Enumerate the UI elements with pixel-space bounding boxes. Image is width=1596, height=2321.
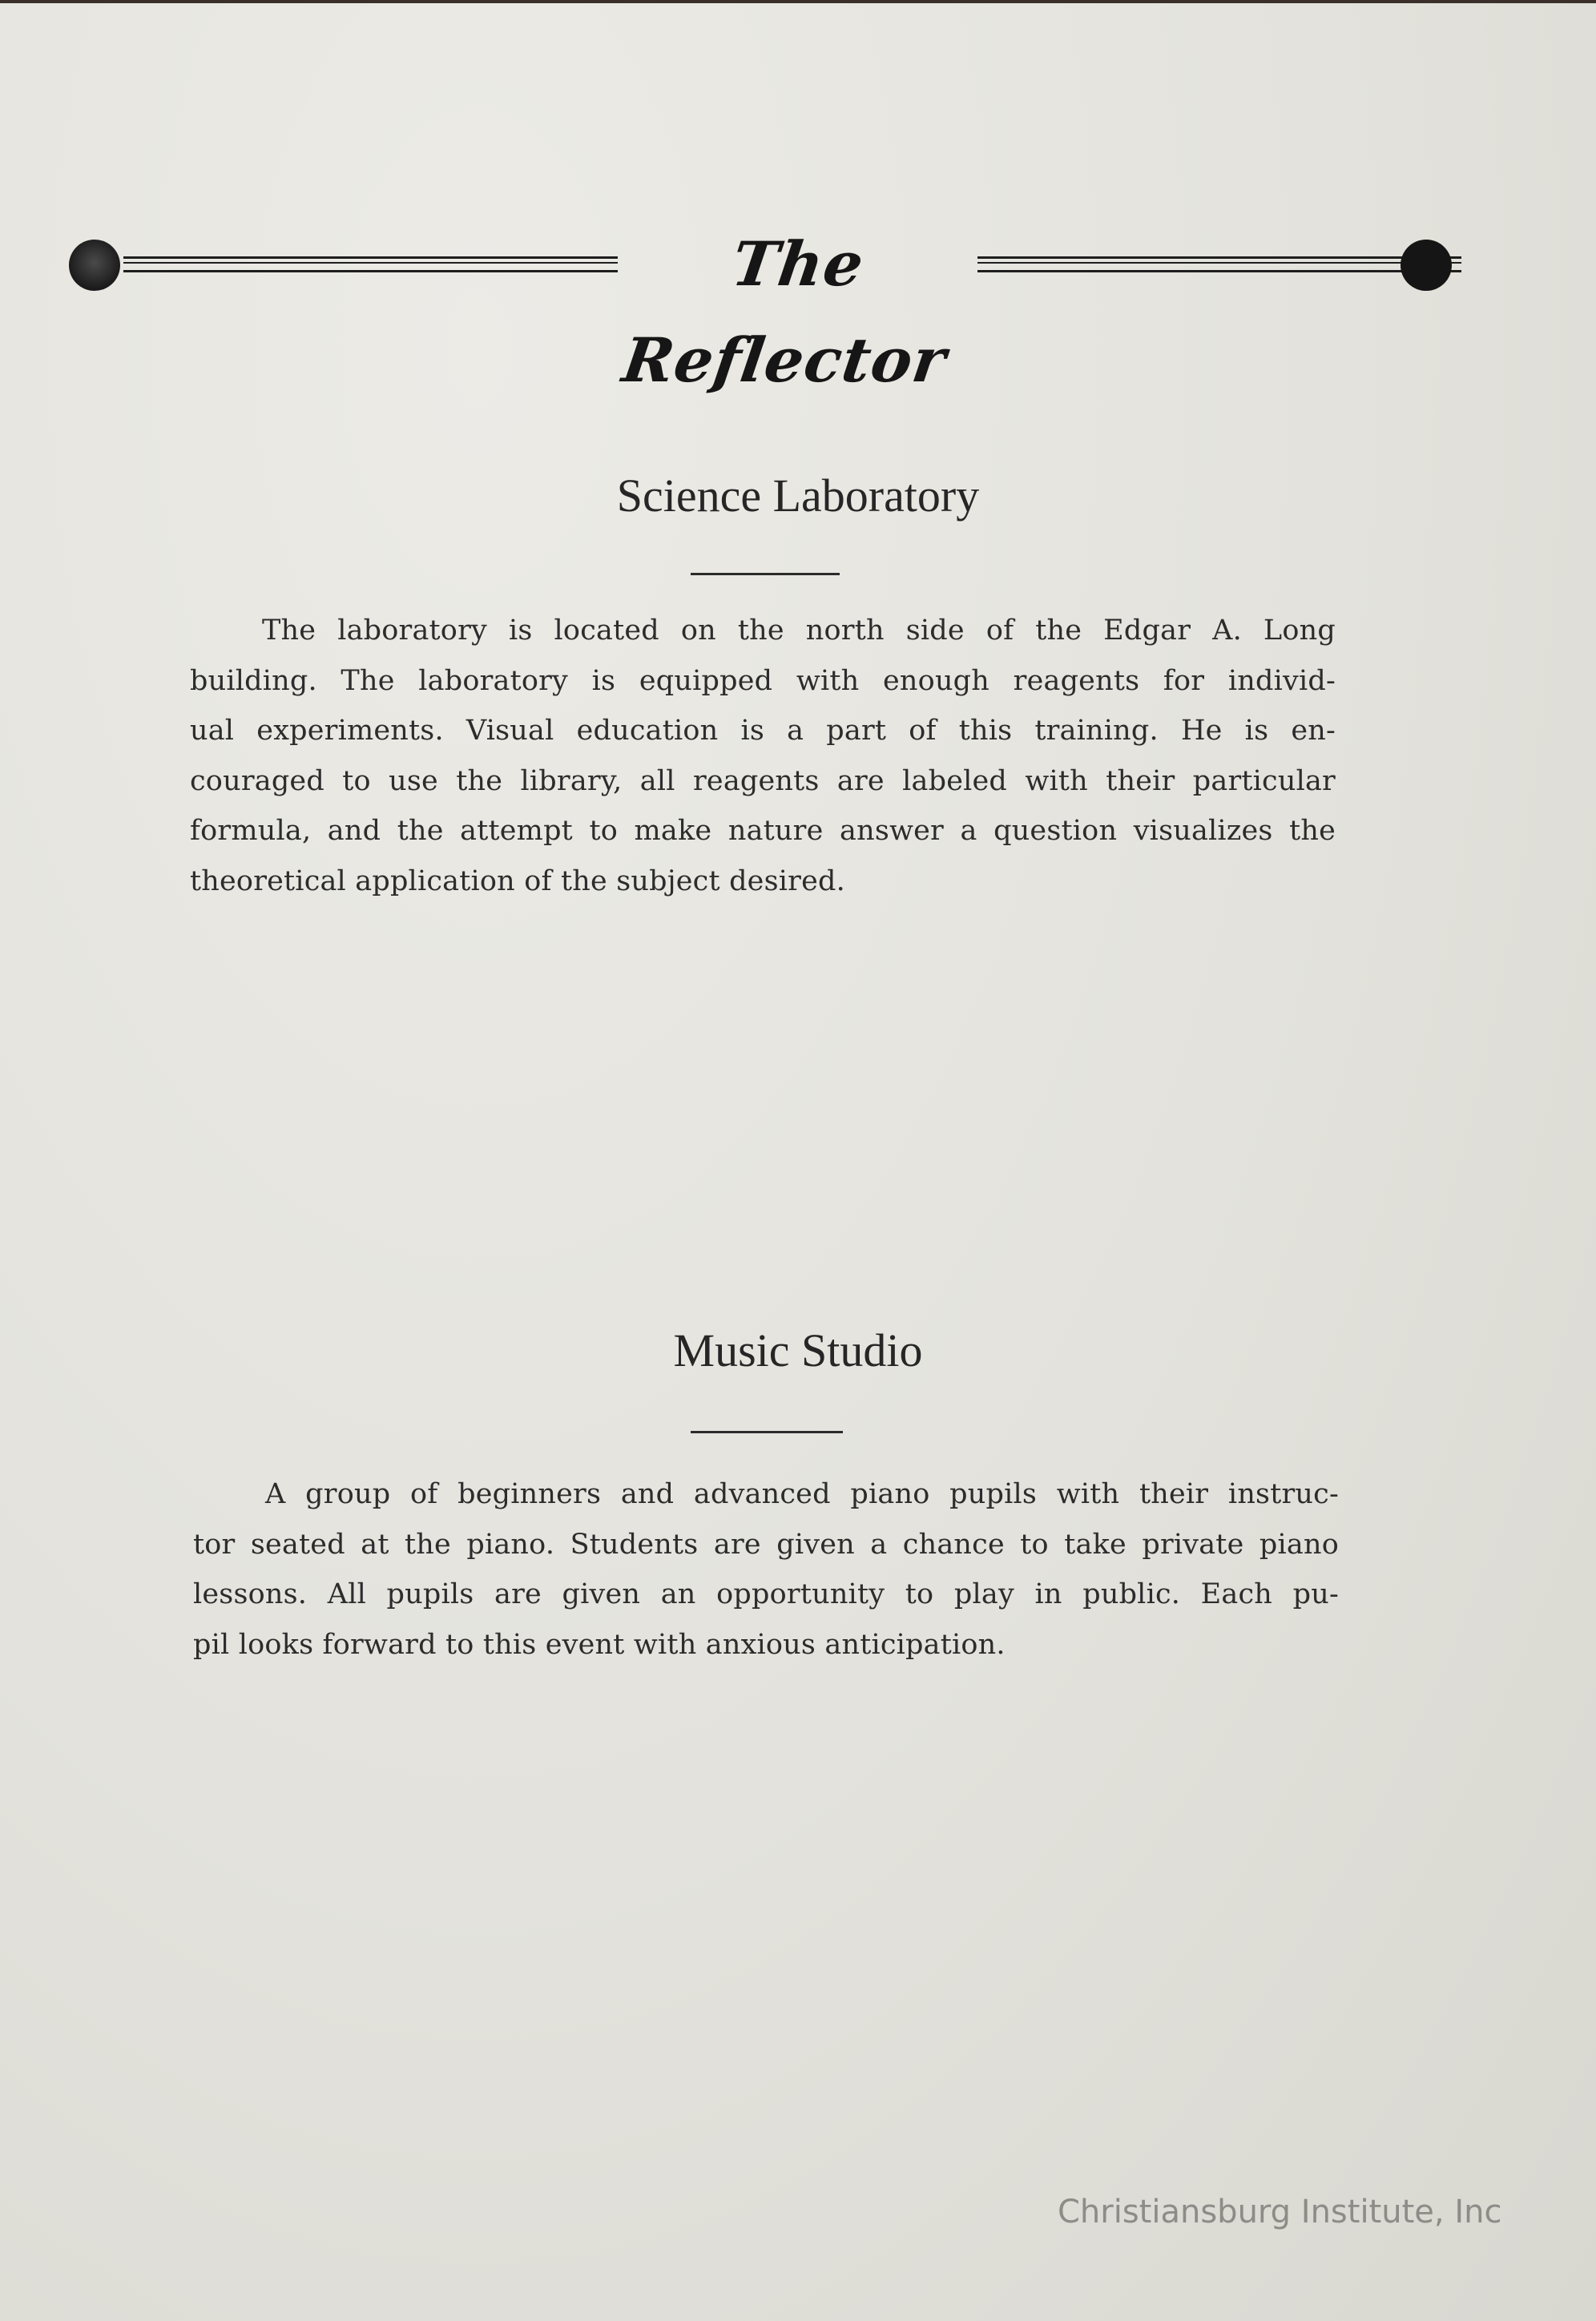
- paragraph-line: The laboratory is located on the north side of the Edgar A. Long: [262, 615, 1336, 647]
- paragraph-line: ual experiments. Visual education is a part of this training. He is en-: [190, 715, 1336, 747]
- section-title-music-studio: Music Studio: [673, 1324, 923, 1376]
- top-edge-line: [0, 0, 1596, 3]
- section-title-rule: [691, 573, 840, 575]
- paragraph-line: building. The laboratory is equipped with enough reagents for individ-: [190, 664, 1336, 697]
- left-ornament-dot: [69, 240, 120, 291]
- section-title-rule: [691, 1431, 843, 1433]
- music-studio-paragraph: [193, 1469, 1339, 1670]
- right-ornament-rule: [977, 256, 1461, 272]
- paragraph-line: lessons. All pupils are given an opportunity to play in public. Each pu-: [193, 1578, 1339, 1610]
- paragraph-line: pil looks forward to this event with anxious anticipation.: [193, 1628, 1006, 1661]
- masthead-title: The Reflector: [618, 228, 951, 396]
- paragraph-line: tor seated at the piano. Students are given a chance to take private piano: [193, 1528, 1339, 1561]
- paragraph-line: couraged to use the library, all reagents are labeled with their particular: [190, 764, 1336, 797]
- paragraph-line: A group of beginners and advanced piano pupils with their instruc-: [265, 1478, 1339, 1510]
- paragraph-line: formula, and the attempt to make nature answer a question visualizes the: [190, 815, 1336, 847]
- masthead-header: [69, 216, 1452, 396]
- section-title-science-laboratory: Science Laboratory: [616, 469, 980, 522]
- left-ornament-rule: [123, 256, 618, 272]
- watermark-text: Christiansburg Institute, Inc: [1058, 2194, 1502, 2230]
- paragraph-line: theoretical application of the subject desired.: [190, 864, 845, 897]
- science-laboratory-paragraph: [190, 606, 1336, 906]
- right-ornament-dot: [1401, 240, 1452, 291]
